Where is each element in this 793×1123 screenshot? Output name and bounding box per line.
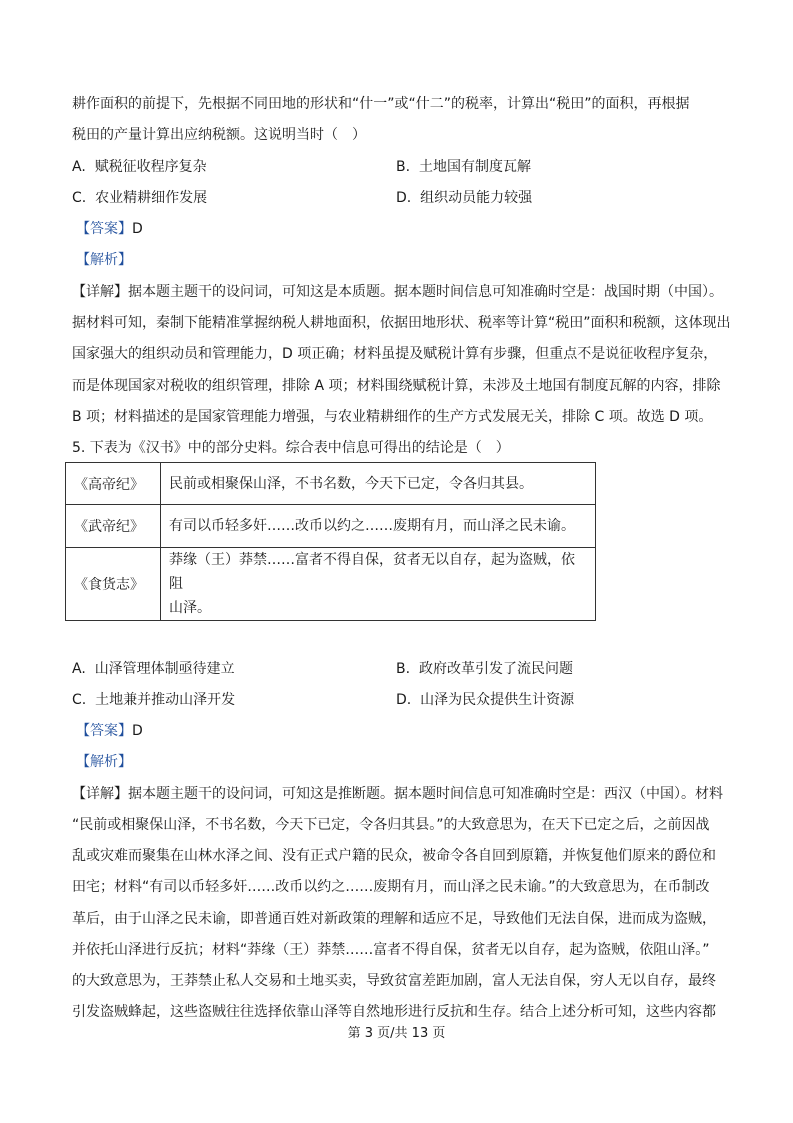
option-label: B. <box>396 661 411 677</box>
q5-detail-line-6: 并依托山泽进行反抗；材料“莽缘（王）莽禁……富者不得自保，贫者无以自存，起为盗贼，依阻山泽。” <box>72 942 710 958</box>
q4-detail-line-3: 国家强大的组织动员和管理能力，D 项正确；材料虽提及赋税计算有步骤，但重点不是说征收程序复杂， <box>72 346 718 362</box>
q5-detail-line-4: 田宅；材料“有司以币轻多奸……改币以约之……废期有月，而山泽之民未谕。”的大致意思为，在币制改 <box>72 879 710 895</box>
option-text: 土地兼并推动山泽开发 <box>95 692 236 708</box>
source-table <box>65 462 596 621</box>
q5-option-d <box>396 690 574 710</box>
q4-detail-line-2: 据材料可知，秦制下能精准掌握纳税人耕地面积，依据田地形状、税率等计算“税田”面积和税额，这体现出 <box>72 315 731 331</box>
q4-detail-line-1: 【详解】据本题主题干的设问词，可知这是本质题。据本题时间信息可知准确时空是：战国时期（中国）。 <box>72 284 723 300</box>
q4-stem-line-2: 税田的产量计算出应纳税额。这说明当时（ ） <box>72 127 366 143</box>
option-text: 组织动员能力较强 <box>420 190 533 206</box>
q5-option-b <box>396 659 573 679</box>
q4-stem-line-1: 耕作面积的前提下，先根据不同田地的形状和“什一”或“什二”的税率，计算出“税田”的面积，再根据 <box>72 96 690 112</box>
table-row <box>66 463 596 505</box>
q5-stem: 5. 下表为《汉书》中的部分史料。综合表中信息可得出的结论是（ ） <box>72 440 510 456</box>
table-cell-content: 有司以币轻多奸……改币以约之……废期有月，而山泽之民未谕。 <box>161 505 596 548</box>
q5-detail-line-3: 乱或灾难而聚集在山林水泽之间、没有正式户籍的民众，被命令各自回到原籍，并恢复他们原来的爵位和 <box>72 848 716 864</box>
table-cell-book: 《高帝纪》 <box>66 463 161 505</box>
q4-option-c <box>72 188 207 208</box>
answer-tag: 【答案】 <box>76 221 132 237</box>
table-row <box>66 505 596 548</box>
option-label: D. <box>396 692 412 708</box>
option-label: C. <box>72 692 87 708</box>
q5-option-c <box>72 690 235 710</box>
q4-answer <box>76 219 143 239</box>
answer-value: D <box>132 723 143 739</box>
option-text: 山泽为民众提供生计资源 <box>420 692 575 708</box>
option-text: 政府改革引发了流民问题 <box>418 661 573 677</box>
q4-analysis-tag: 【解析】 <box>76 252 132 268</box>
q5-answer <box>76 721 143 741</box>
q5-detail-line-1: 【详解】据本题主题干的设问词，可知这是推断题。据本题时间信息可知准确时空是：西汉（中国）。材料 <box>72 786 723 802</box>
option-label: A. <box>72 661 86 677</box>
q4-option-a <box>72 157 207 177</box>
answer-tag: 【答案】 <box>76 723 132 739</box>
q5-detail-line-2: “民前或相聚保山泽，不书名数，今天下已定，令各归其县。”的大致意思为，在天下已定之后，之前因战 <box>72 817 710 833</box>
q4-option-d <box>396 188 532 208</box>
page-footer: 第 3 页/共 13 页 <box>347 1026 446 1041</box>
q5-detail-line-5: 革后，由于山泽之民未谕，即普通百姓对新政策的理解和适应不足，导致他们无法自保，进而成为盗贼， <box>72 911 716 927</box>
q5-detail-line-8: 引发盗贼蜂起，这些盗贼往往选择依靠山泽等自然地形进行反抗和生存。结合上述分析可知，这些内容都 <box>72 1004 716 1020</box>
table-cell-content <box>161 548 596 621</box>
table-cell-book: 《食货志》 <box>66 548 161 621</box>
option-label: C. <box>72 190 87 206</box>
table-cell-book: 《武帝纪》 <box>66 505 161 548</box>
q5-detail-line-7: 的大致意思为，王莽禁止私人交易和土地买卖，导致贫富差距加剧，富人无法自保，穷人无以自存，最终 <box>72 973 716 989</box>
option-label: D. <box>396 190 412 206</box>
option-label: A. <box>72 159 86 175</box>
q4-option-b <box>396 157 531 177</box>
option-label: B. <box>396 159 411 175</box>
option-text: 农业精耕细作发展 <box>95 190 208 206</box>
q4-detail-line-5: B 项；材料描述的是国家管理能力增强，与农业精耕细作的生产方式发展无关，排除 C 项。故选 D 项。 <box>72 409 713 425</box>
option-text: 山泽管理体制亟待建立 <box>94 661 235 677</box>
table-cell-content: 民前或相聚保山泽，不书名数，今天下已定，令各归其县。 <box>161 463 596 505</box>
q5-option-a <box>72 659 235 679</box>
answer-value: D <box>132 221 143 237</box>
table-cell-line: 莽缘（王）莽禁……富者不得自保，贫者无以自存，起为盗贼，依阻 <box>169 552 575 592</box>
table-cell-line: 山泽。 <box>169 600 211 616</box>
option-text: 赋税征收程序复杂 <box>94 159 207 175</box>
option-text: 土地国有制度瓦解 <box>418 159 531 175</box>
q4-detail-line-4: 而是体现国家对税收的组织管理，排除 A 项；材料围绕赋税计算，未涉及土地国有制度瓦解的内容，排除 <box>72 378 721 394</box>
q5-analysis-tag: 【解析】 <box>76 754 132 770</box>
table-row <box>66 548 596 621</box>
